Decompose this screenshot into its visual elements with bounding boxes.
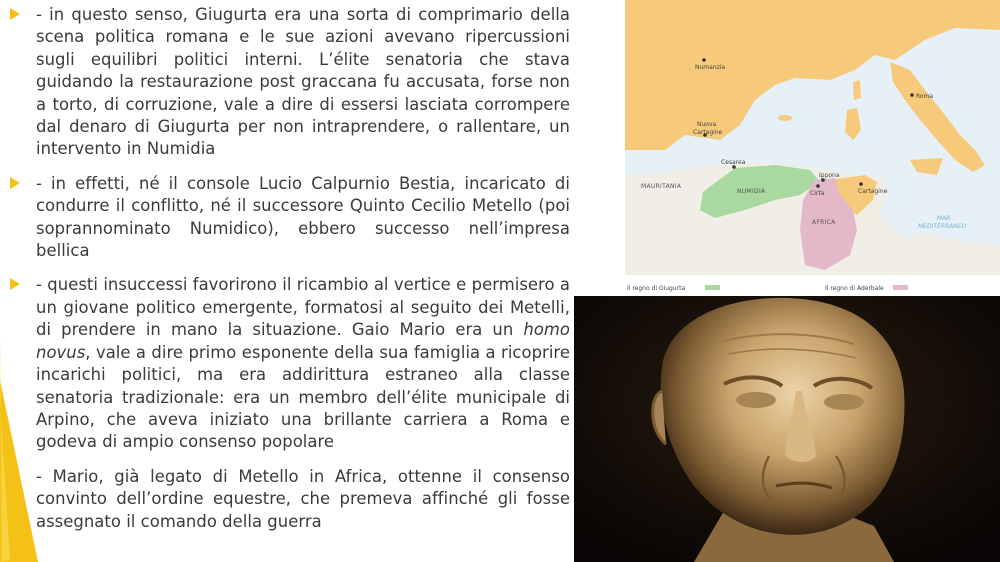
bullet-text-italic: homo novus [36, 320, 570, 362]
label-numidia: NUMIDIA [737, 188, 766, 195]
balearic-islands [778, 115, 792, 121]
label-numanzia: Numanzia [695, 64, 726, 71]
bullet-text: - in questo senso, Giugurta era una sorta di comprimario della scena politica romana e le sue azioni avevano ripercussioni sugli equilibri politici interni. L’élite senatoria che stava guidando la restaurazione post graccana fu accusata, forse non a torto, di corruzione, vale a dire di essersi lasciata corrompere dal denaro di Giugurta per non intraprendere, o rallentare, un intervento in Numidia [36, 5, 570, 159]
city-dot [702, 58, 706, 62]
bullet-text-part: - questi insuccessi favorirono il ricambio al vertice e permisero a un giovane politico emergente, formatosi al seguito dei Metelli, di prendere in mano la situazione. Gaio Mario era un [36, 275, 570, 340]
label-roma: Roma [916, 93, 934, 100]
label-africa: AFRICA [812, 219, 836, 226]
label-mediterraneo: MEDITERRANEO [918, 223, 967, 230]
label-cartagine-nuova: Cartagine [693, 129, 723, 136]
bullet-text [36, 274, 570, 453]
label-cirta: Cirta [810, 190, 825, 197]
bust-eye [736, 392, 776, 408]
legend-giugurta-swatch [705, 285, 720, 290]
bullet-arrow-icon [10, 8, 20, 20]
bullet-item [0, 274, 570, 453]
bullet-arrow-icon [10, 177, 20, 189]
legend-aderbale-label: Il regno di Aderbale [825, 285, 884, 292]
bust-photo [574, 296, 1000, 562]
bullet-item [0, 466, 570, 533]
label-ippona: Ippona [819, 172, 840, 179]
label-mauritania: MAURITANIA [641, 183, 682, 190]
label-cartagine: Cartagine [858, 188, 888, 195]
bullet-item [0, 4, 570, 161]
city-dot [910, 93, 914, 97]
bullet-item [0, 173, 570, 263]
bullet-text-part: , vale a dire primo esponente della sua famiglia a ricoprire incarichi politici, ma era addirittura estraneo alla classe senatoria tradizionale: era un membro dell’élite municipale di Arpino, che aveva iniziato una brillante carriera a Roma e godeva di ampio consenso popolare [36, 342, 570, 452]
corsica [853, 80, 861, 100]
bullet-arrow-icon [10, 278, 20, 290]
bullet-text: - in effetti, né il console Lucio Calpurnio Bestia, incaricato di condurre il conflitto, né il successore Quinto Cecilio Metello (poi soprannominato Numidico), ebbero successo nell’impresa bellica [36, 173, 570, 261]
legend-giugurta-label: Il regno di Giugurta [627, 285, 686, 292]
city-dot [859, 182, 863, 186]
label-cesarea: Cesarea [721, 159, 746, 166]
legend-aderbale-swatch [893, 285, 908, 290]
bullet-text: - Mario, già legato di Metello in Africa, ottenne il consenso convinto dell’ordine equestre, che premeva affinché gli fosse assegnato il comando della guerra [36, 466, 570, 531]
label-mar: MAR [937, 215, 951, 222]
bullet-arrow-icon [10, 470, 20, 482]
bust-eye [824, 394, 864, 410]
map-image [625, 0, 1000, 296]
label-nuova: Nuova [697, 121, 717, 128]
city-dot [816, 184, 820, 188]
bullet-list [0, 4, 570, 545]
